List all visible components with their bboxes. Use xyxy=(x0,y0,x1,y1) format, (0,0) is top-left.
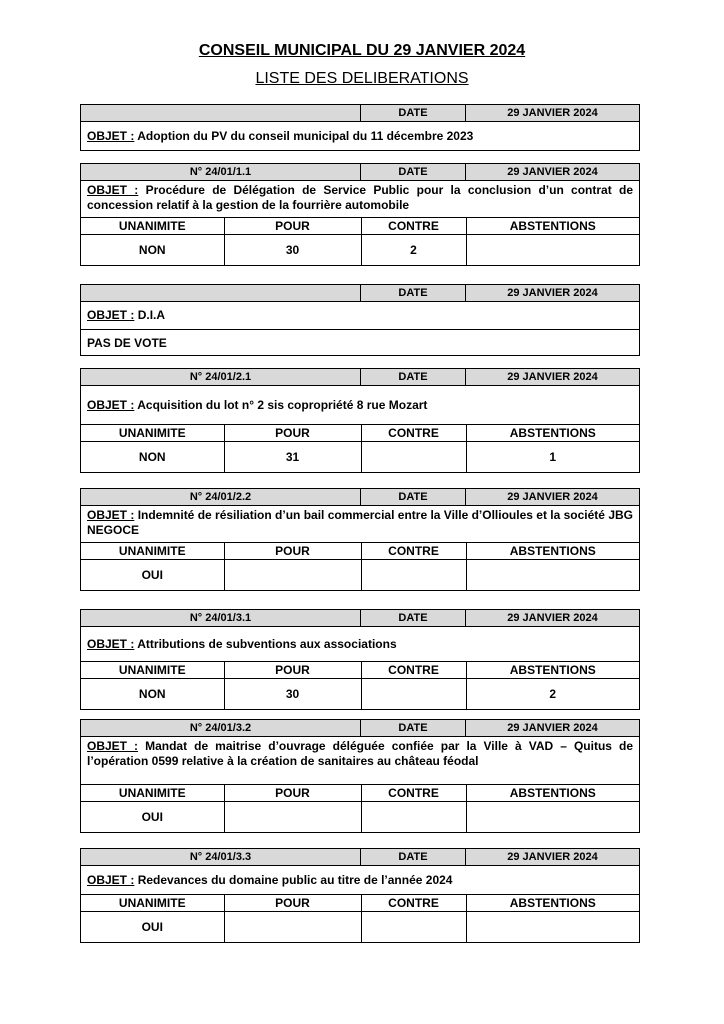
objet-row xyxy=(81,506,639,542)
vote-abstentions xyxy=(466,560,639,591)
date-label: DATE xyxy=(361,610,466,626)
vote-pour: 30 xyxy=(224,235,361,266)
vote-table xyxy=(81,661,639,709)
objet-label: OBJET : xyxy=(87,508,135,522)
vote-unanimite: NON xyxy=(81,679,224,710)
objet-label: OBJET : xyxy=(87,183,139,197)
block-header xyxy=(81,849,639,866)
vote-header-abstentions: ABSTENTIONS xyxy=(466,543,639,560)
vote-pour xyxy=(224,912,361,943)
date-label: DATE xyxy=(361,720,466,736)
page-subtitle: LISTE DES DELIBERATIONS xyxy=(255,70,469,87)
page-title: CONSEIL MUNICIPAL DU 29 JANVIER 2024 xyxy=(198,42,526,59)
vote-pour: 31 xyxy=(224,442,361,473)
vote-header-unanimite: UNANIMITE xyxy=(81,543,224,560)
deliberation-block-1-1 xyxy=(80,163,640,266)
objet-label: OBJET : xyxy=(87,129,135,143)
vote-abstentions xyxy=(466,235,639,266)
vote-abstentions xyxy=(466,912,639,943)
vote-header-pour: POUR xyxy=(224,218,361,235)
vote-pour xyxy=(224,802,361,833)
vote-header-unanimite: UNANIMITE xyxy=(81,425,224,442)
vote-header-abstentions: ABSTENTIONS xyxy=(466,425,639,442)
vote-contre xyxy=(361,560,466,591)
date-value: 29 JANVIER 2024 xyxy=(507,166,598,178)
deliberation-block-dia xyxy=(80,284,640,356)
deliberation-block-2-1 xyxy=(80,368,640,473)
vote-header-contre: CONTRE xyxy=(361,785,466,802)
deliberation-block-pv xyxy=(80,104,640,151)
objet-text: Redevances du domaine public au titre de l’année 2024 xyxy=(137,873,453,887)
vote-unanimite: OUI xyxy=(81,912,224,943)
deliberation-block-3-3 xyxy=(80,848,640,943)
objet-row xyxy=(81,866,639,894)
vote-pour xyxy=(224,560,361,591)
vote-contre xyxy=(361,442,466,473)
block-header xyxy=(81,489,639,506)
objet-row xyxy=(81,386,639,424)
objet-row xyxy=(81,737,639,784)
vote-unanimite: NON xyxy=(81,442,224,473)
date-value: 29 JANVIER 2024 xyxy=(507,722,598,734)
date-value: 29 JANVIER 2024 xyxy=(507,107,598,119)
objet-label: OBJET : xyxy=(87,739,139,753)
vote-header-abstentions: ABSTENTIONS xyxy=(466,218,639,235)
date-label: DATE xyxy=(361,285,466,301)
objet-label: OBJET : xyxy=(87,398,135,412)
block-header xyxy=(81,285,639,302)
vote-abstentions: 2 xyxy=(466,679,639,710)
pas-de-vote-row: PAS DE VOTE xyxy=(81,329,639,355)
deliberation-block-3-2 xyxy=(80,719,640,833)
objet-text: Adoption du PV du conseil municipal du 11 décembre 2023 xyxy=(137,129,474,143)
vote-header-unanimite: UNANIMITE xyxy=(81,785,224,802)
vote-header-unanimite: UNANIMITE xyxy=(81,218,224,235)
objet-label: OBJET : xyxy=(87,873,135,887)
objet-row xyxy=(81,122,639,150)
date-value: 29 JANVIER 2024 xyxy=(507,287,598,299)
date-value: 29 JANVIER 2024 xyxy=(507,371,598,383)
objet-row xyxy=(81,627,639,661)
date-label: DATE xyxy=(361,164,466,180)
block-header xyxy=(81,610,639,627)
date-value: 29 JANVIER 2024 xyxy=(507,491,598,503)
vote-header-pour: POUR xyxy=(224,662,361,679)
block-header xyxy=(81,369,639,386)
vote-pour: 30 xyxy=(224,679,361,710)
objet-text: Attributions de subventions aux associations xyxy=(137,637,397,651)
objet-text: Mandat de maitrise d’ouvrage déléguée confiée par la Ville à VAD – Quitus de l’opération 0599 relative à la création de sanitaires au château féodal xyxy=(87,739,633,768)
vote-header-pour: POUR xyxy=(224,785,361,802)
vote-table xyxy=(81,424,639,472)
block-header xyxy=(81,164,639,181)
deliberation-number: N° 24/01/1.1 xyxy=(81,164,361,180)
vote-contre xyxy=(361,802,466,833)
vote-header-contre: CONTRE xyxy=(361,543,466,560)
objet-text: Acquisition du lot n° 2 sis copropriété 8 rue Mozart xyxy=(137,398,428,412)
vote-header-contre: CONTRE xyxy=(361,895,466,912)
objet-text: D.I.A xyxy=(137,308,166,322)
deliberation-number xyxy=(81,285,361,301)
vote-table xyxy=(81,542,639,590)
objet-label: OBJET : xyxy=(87,308,135,322)
vote-header-unanimite: UNANIMITE xyxy=(81,895,224,912)
deliberation-number: N° 24/01/3.2 xyxy=(81,720,361,736)
vote-header-pour: POUR xyxy=(224,543,361,560)
block-header xyxy=(81,105,639,122)
vote-header-abstentions: ABSTENTIONS xyxy=(466,662,639,679)
deliberation-block-3-1 xyxy=(80,609,640,710)
vote-header-pour: POUR xyxy=(224,895,361,912)
deliberation-number: N° 24/01/2.1 xyxy=(81,369,361,385)
deliberation-number: N° 24/01/3.1 xyxy=(81,610,361,626)
vote-contre xyxy=(361,912,466,943)
vote-abstentions xyxy=(466,802,639,833)
vote-header-abstentions: ABSTENTIONS xyxy=(466,895,639,912)
date-value: 29 JANVIER 2024 xyxy=(507,612,598,624)
vote-header-pour: POUR xyxy=(224,425,361,442)
objet-row xyxy=(81,181,639,217)
vote-table xyxy=(81,217,639,265)
vote-header-contre: CONTRE xyxy=(361,662,466,679)
objet-label: OBJET : xyxy=(87,637,135,651)
deliberation-block-2-2 xyxy=(80,488,640,591)
date-value: 29 JANVIER 2024 xyxy=(507,851,598,863)
objet-row xyxy=(81,302,639,329)
objet-text: Indemnité de résiliation d’un bail commercial entre la Ville d’Ollioules et la société JBG NEGOCE xyxy=(87,508,633,537)
vote-table xyxy=(81,784,639,832)
vote-table xyxy=(81,894,639,942)
vote-abstentions: 1 xyxy=(466,442,639,473)
objet-text: Procédure de Délégation de Service Public pour la conclusion d’un contrat de concession relatif à la gestion de la fourrière automobile xyxy=(87,183,633,212)
vote-header-contre: CONTRE xyxy=(361,425,466,442)
vote-header-contre: CONTRE xyxy=(361,218,466,235)
deliberation-number: N° 24/01/3.3 xyxy=(81,849,361,865)
date-label: DATE xyxy=(361,849,466,865)
date-label: DATE xyxy=(361,369,466,385)
block-header xyxy=(81,720,639,737)
vote-header-abstentions: ABSTENTIONS xyxy=(466,785,639,802)
deliberation-number: N° 24/01/2.2 xyxy=(81,489,361,505)
vote-header-unanimite: UNANIMITE xyxy=(81,662,224,679)
vote-contre: 2 xyxy=(361,235,466,266)
vote-unanimite: NON xyxy=(81,235,224,266)
date-label: DATE xyxy=(361,489,466,505)
vote-unanimite: OUI xyxy=(81,560,224,591)
deliberation-number xyxy=(81,105,361,121)
date-label: DATE xyxy=(361,105,466,121)
vote-contre xyxy=(361,679,466,710)
vote-unanimite: OUI xyxy=(81,802,224,833)
